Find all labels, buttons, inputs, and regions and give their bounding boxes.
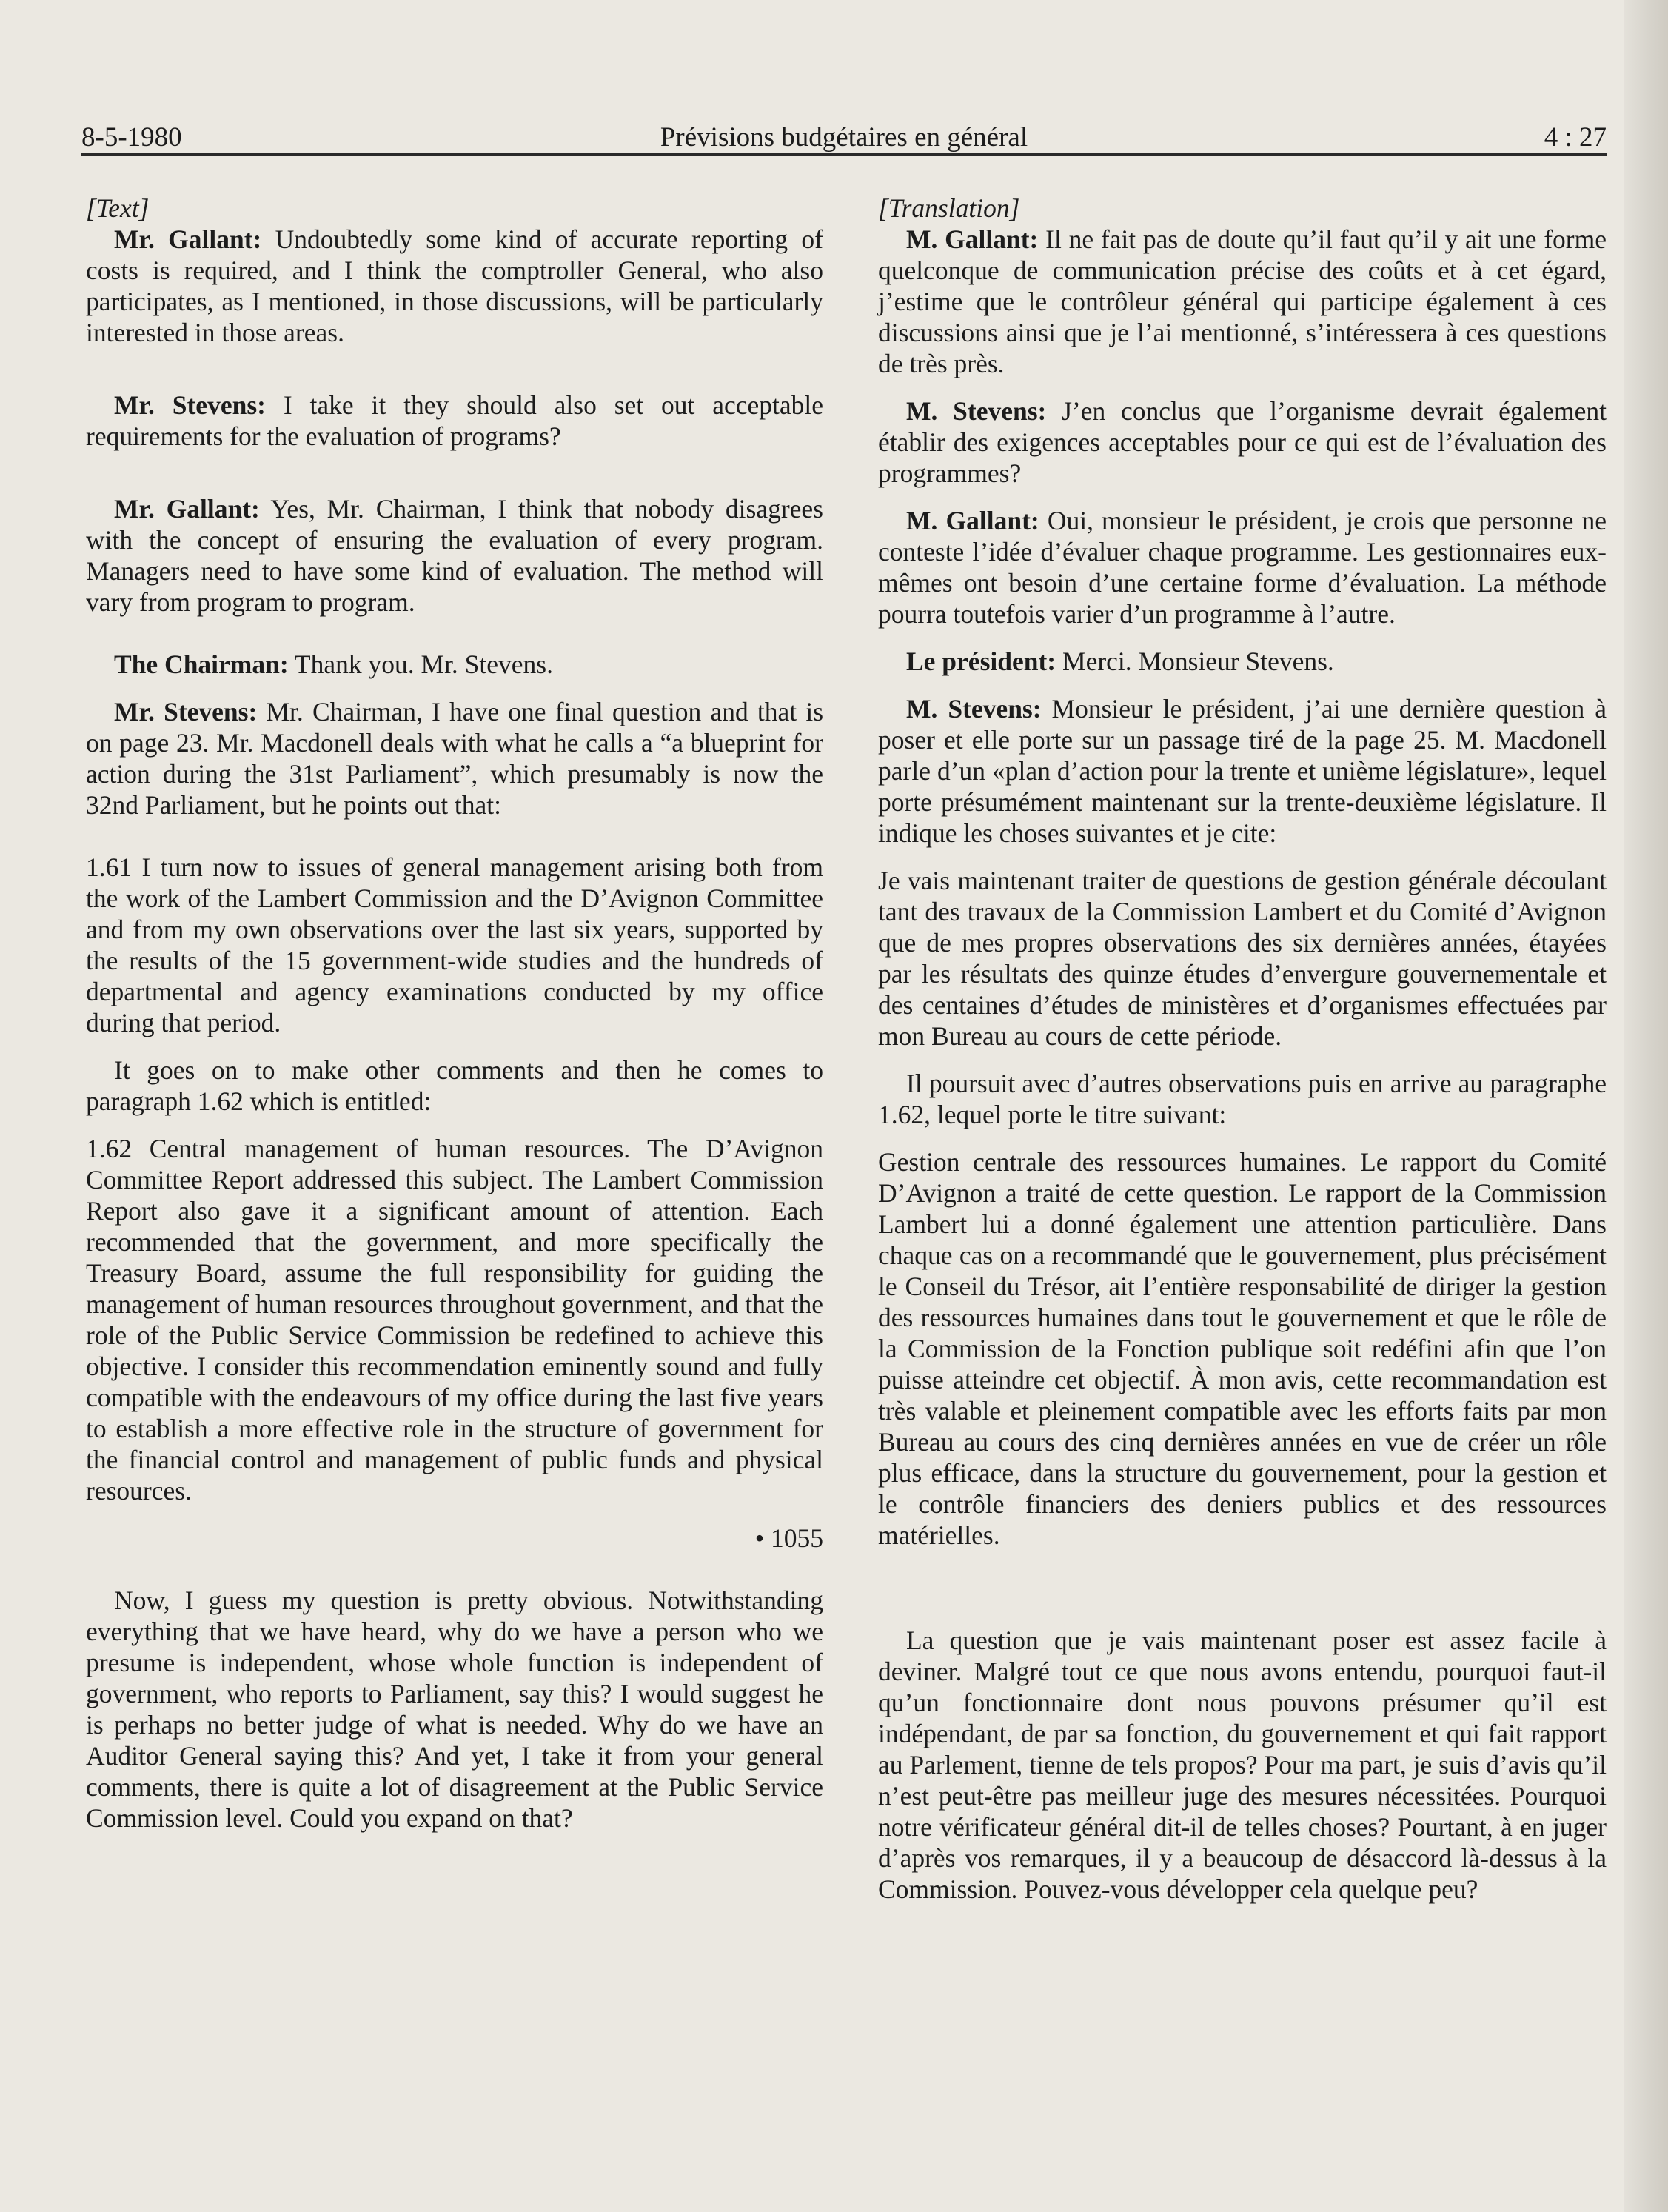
speech: Oui, monsieur le président, je crois que personne ne conteste l’idée d’évaluer chaque programme. Les gestionnaires eux-mêmes ont besoin d’une certaine forme d’évaluation. La méthode pourra toutefois varier d’un programme à l’autre.: [878, 506, 1607, 629]
page-edge: [1624, 0, 1668, 2212]
speech: Monsieur le président, j’ai une dernière question à poser et elle porte sur un passage tiré de la page 25. M. Macdonell parle d’un «plan d’action pour la trente et unième législature», lequel porte présumément maintenant sur la trente-deuxième législature. Il indique les choses suivantes et je cite:: [878, 694, 1607, 848]
speech: Il ne fait pas de doute qu’il faut qu’il y ait une forme quelconque de communication précise des coûts et à cet égard, j’estime que le contrôleur général qui participe également à ces discussions ainsi que je l’ai mentionné, s’intéressera à ces questions de très près.: [878, 224, 1607, 378]
speech: I take it they should also set out acceptable requirements for the evaluation of programs?: [86, 390, 823, 451]
speech: Thank you. Mr. Stevens.: [288, 649, 553, 679]
translation-tag: [Translation]: [878, 193, 1020, 223]
paragraph: [878, 224, 1607, 379]
paragraph: La question que je vais maintenant poser est assez facile à deviner. Malgré tout ce que nous avons entendu, pourquoi faut-il qu’un fonctionnaire dont nous pouvons présumer qu’il est indépendant, de par sa fonction, du gouvernement et qui fait rapport au Parlement, tienne de tels propos? Pour ma part, je suis d’avis qu’il n’est peut-être pas meilleur juge des mesures nécessitées. Pourquoi notre vérificateur général dit-il de telles choses? Pourtant, à en juger d’après vos remarques, il y a beaucoup de désaccord là-dessus à la Commission. Pouvez-vous développer cela quelque peu?: [878, 1625, 1607, 1904]
speaker: Mr. Stevens:: [114, 390, 266, 420]
english-column: [86, 193, 823, 1834]
speaker: M. Gallant:: [906, 224, 1039, 254]
speech: J’en conclus que l’organisme devrait également établir des exigences acceptables pour ce qui est de l’évaluation des programmes?: [878, 396, 1607, 488]
header-date: 8-5-1980: [81, 122, 182, 153]
speech: Yes, Mr. Chairman, I think that nobody disagrees with the concept of ensuring the evaluation of every program. Managers need to have some kind of evaluation. The method will vary from program to program.: [86, 494, 823, 617]
paragraph: [878, 505, 1607, 629]
text-tag: [Text]: [86, 193, 150, 223]
paragraph: [86, 493, 823, 618]
paragraph: It goes on to make other comments and then he comes to paragraph 1.62 which is entitled:: [86, 1055, 823, 1116]
paragraph: [878, 693, 1607, 849]
quoted-passage: 1.62 Central management of human resources. The D’Avignon Committee Report addressed this subject. The Lambert Commission Report also gave it a significant amount of attention. Each recommended that the government, and more specifically the Treasury Board, assume the full responsibility for guiding the management of human resources throughout government, and that the role of the Public Service Commission be redefined to achieve this objective. I consider this recommendation eminently sound and fully compatible with the endeavours of my office during the last five years to establish a more effective role in the structure of government for the financial control and management of public funds and physical resources.: [86, 1134, 823, 1506]
time-mark: • 1055: [754, 1523, 823, 1553]
paragraph: [86, 649, 823, 680]
speaker: M. Stevens:: [906, 694, 1042, 724]
quoted-passage: 1.61 I turn now to issues of general management arising both from the work of the Lambert Commission and the D’Avignon Committee and from my own observations over the last six years, supported by the results of the 15 government-wide studies and the hundreds of departmental and agency examinations conducted by my office during that period.: [86, 852, 823, 1037]
paragraph: Now, I guess my question is pretty obvious. Notwithstanding everything that we have heard, why do we have a person who we presume is independent, whose whole function is independent of government, who reports to Parliament, say this? I would suggest he is perhaps no better judge of what is needed. Why do we have an Auditor General saying this? And yet, I take it from your general comments, there is quite a lot of disagreement at the Public Service Commission level. Could you expand on that?: [86, 1586, 823, 1833]
quoted-passage: Gestion centrale des ressources humaines. Le rapport du Comité D’Avignon a traité de cette question. Le rapport de la Commission Lambert lui a donné également une attention particulière. Dans chaque cas on a recommandé que le gouvernement, plus précisément le Conseil du Trésor, ait l’entière responsabilité de diriger la gestion des ressources humaines dans tout le gouvernement et que le rôle de la Commission de la Fonction publique soit redéfini afin que l’on puisse atteindre cet objectif. À mon avis, cette recommandation est très valable et pleinement compatible avec les efforts faits par mon Bureau au cours des cinq dernières années en vue de créer un rôle plus efficace, dans la structure du gouvernement, pour la gestion et le contrôle financiers des deniers publics et des ressources matérielles.: [878, 1147, 1607, 1550]
paragraph: [86, 224, 823, 348]
speech: Mr. Chairman, I have one final question and that is on page 23. Mr. Macdonell deals with what he calls a “a blueprint for action during the 31st Parliament”, which presumably is now the 32nd Parliament, but he points out that:: [86, 697, 824, 820]
speaker: Mr. Stevens:: [114, 697, 258, 726]
speech: Merci. Monsieur Stevens.: [1056, 646, 1334, 676]
speaker: M. Stevens:: [906, 396, 1047, 426]
page-header: [81, 117, 1607, 156]
paragraph: [86, 390, 823, 452]
speaker: Mr. Gallant:: [114, 224, 262, 254]
quoted-passage: Je vais maintenant traiter de questions de gestion générale découlant tant des travaux de la Commission Lambert et du Comité d’Avignon que de mes propres observations des six dernières années, étayées par les résultats des quinze études d’envergure gouvernementale et des centaines d’études de ministères et d’organismes effectuées par mon Bureau au cours de cette période.: [878, 866, 1607, 1051]
speaker: M. Gallant:: [906, 506, 1039, 535]
header-rule: [81, 153, 1607, 156]
french-column: [878, 193, 1607, 1905]
speaker: Mr. Gallant:: [114, 494, 260, 524]
speaker: Le président:: [906, 646, 1056, 676]
header-page-number: 4 : 27: [1544, 122, 1607, 153]
paragraph: [878, 646, 1607, 677]
header-title: Prévisions budgétaires en général: [660, 122, 1028, 153]
paragraph: [878, 395, 1607, 489]
paragraph: [86, 696, 823, 821]
speech: Undoubtedly some kind of accurate reporting of costs is required, and I think the comptroller General, who also participates, as I mentioned, in those discussions, will be particularly interested in those areas.: [86, 224, 824, 347]
speaker: The Chairman:: [114, 649, 289, 679]
paragraph: Il poursuit avec d’autres observations puis en arrive au paragraphe 1.62, lequel porte le titre suivant:: [878, 1069, 1607, 1129]
